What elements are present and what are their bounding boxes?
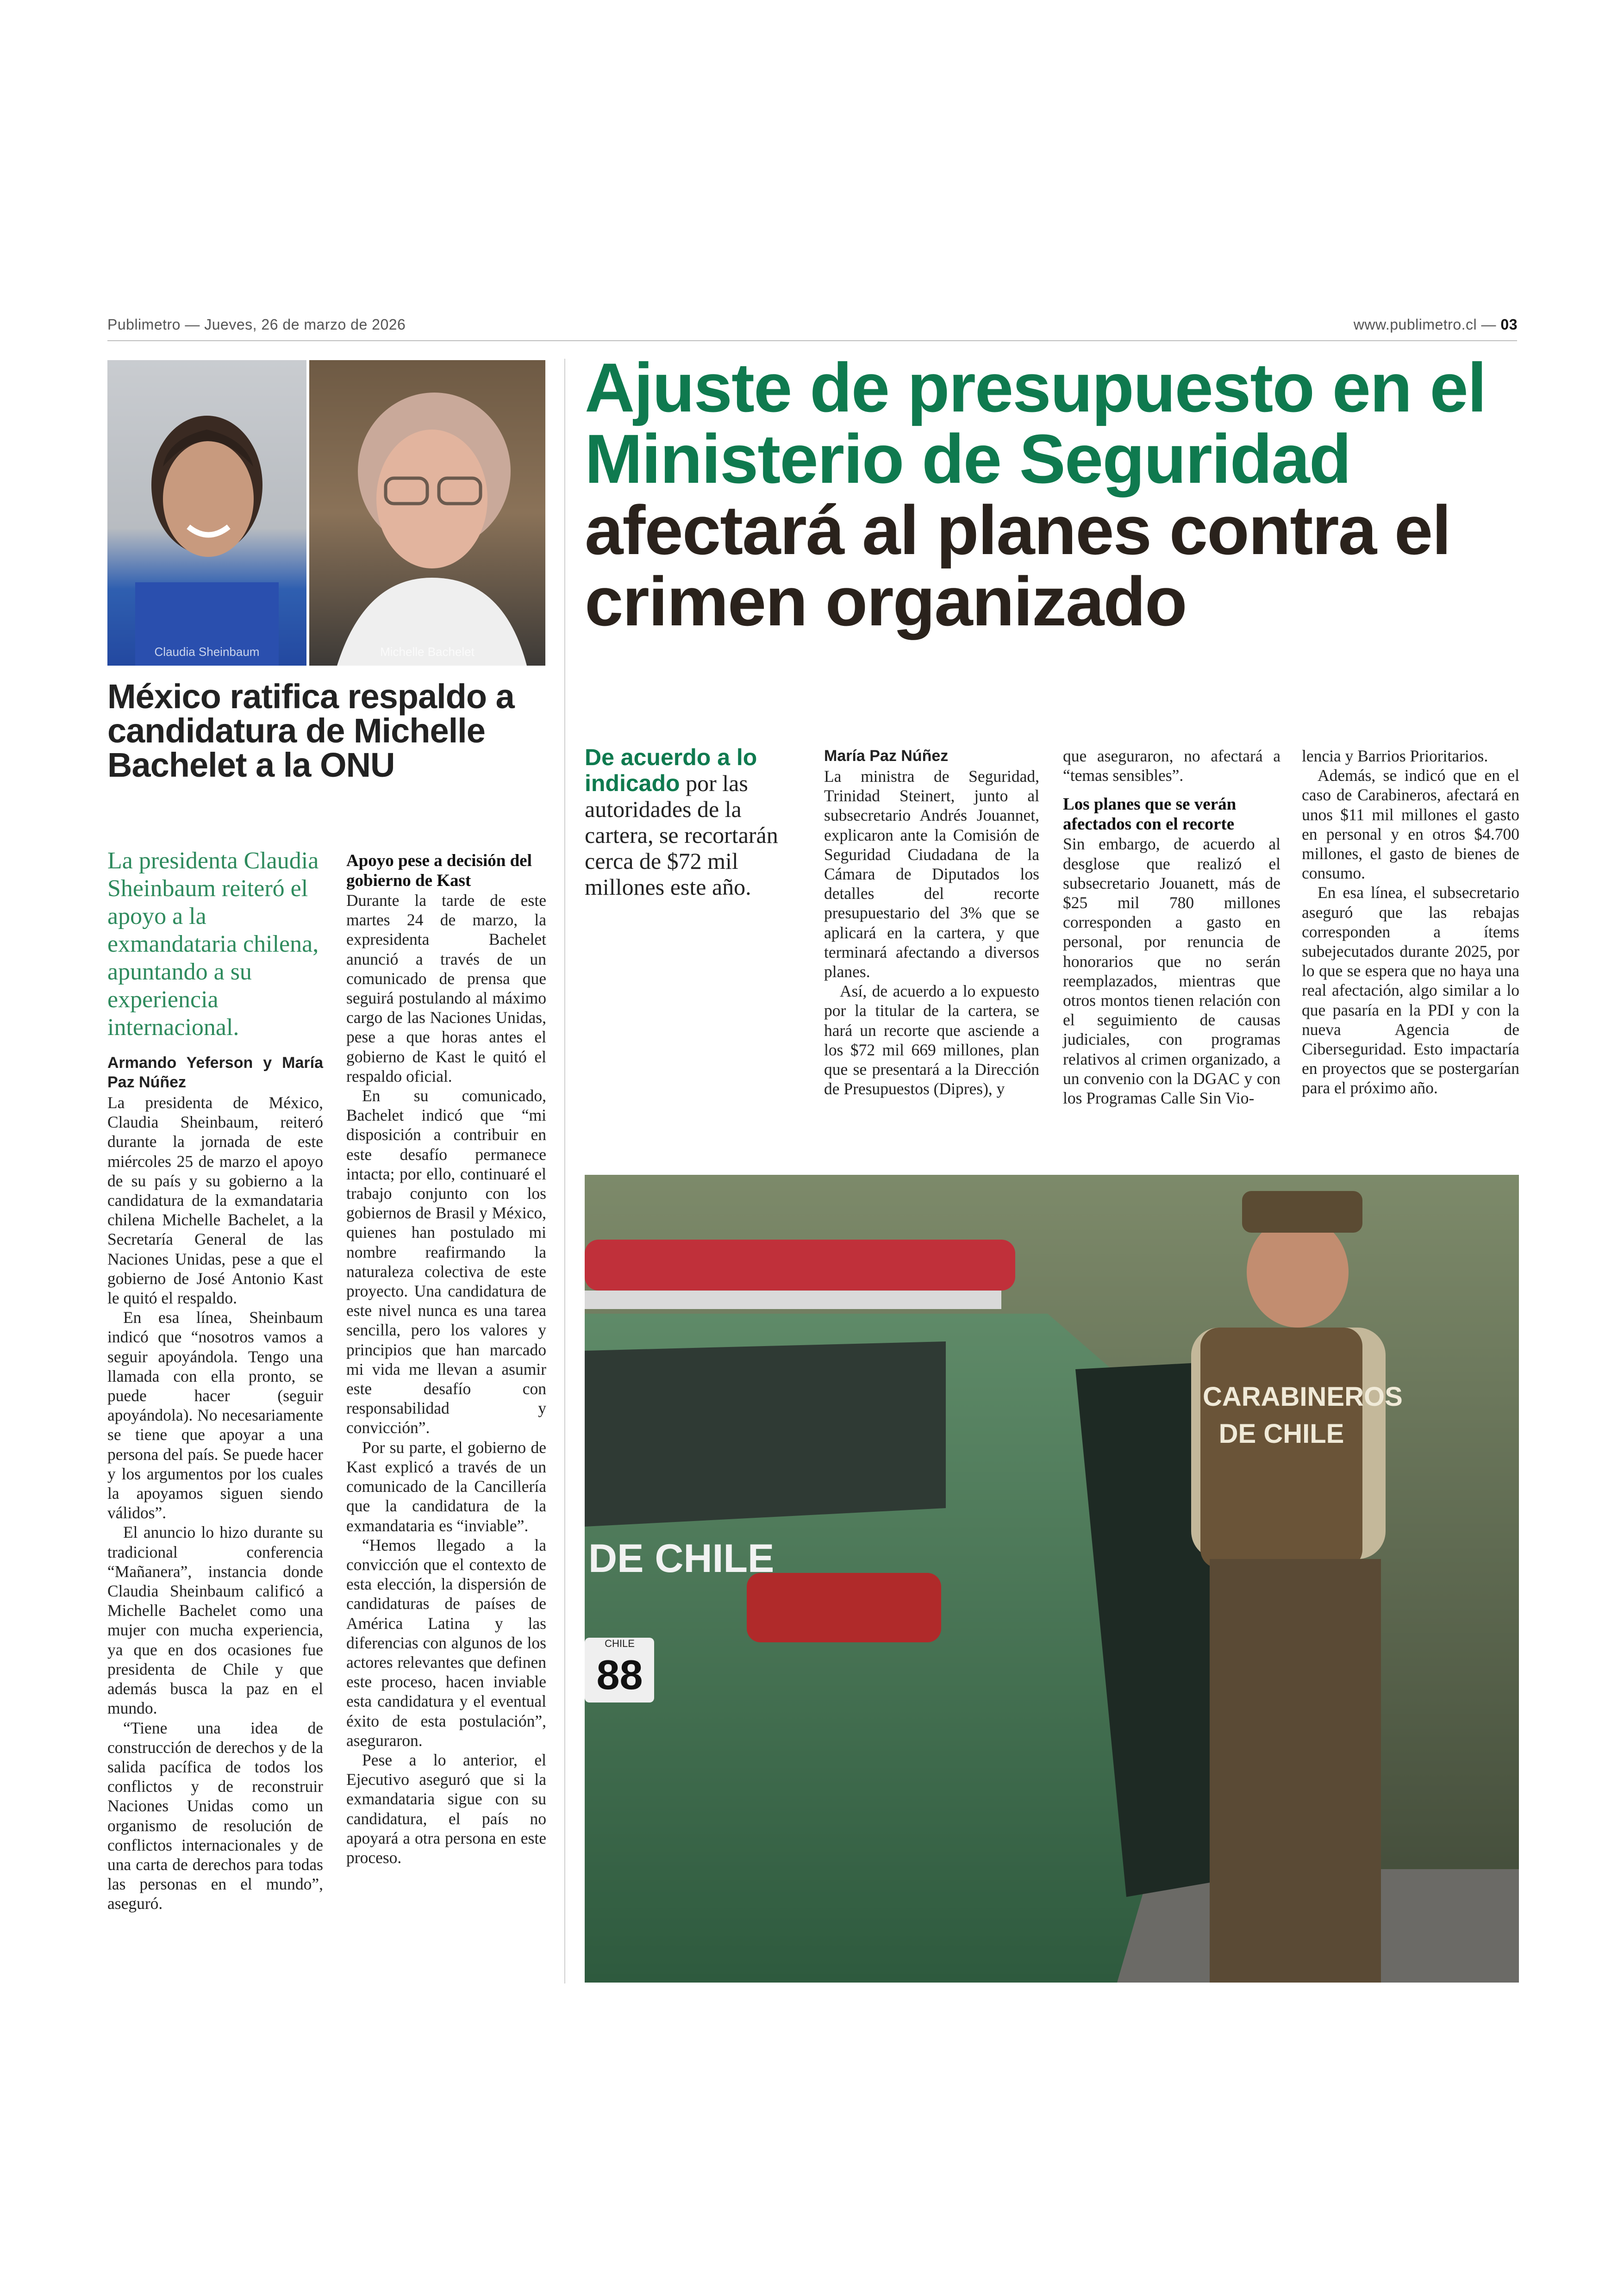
paragraph: lencia y Barrios Prioritarios. xyxy=(1302,747,1488,765)
photo-sheinbaum xyxy=(107,360,306,666)
side-column-heading: Apoyo pese a decisión del gobierno de Kast xyxy=(346,851,532,890)
site-url: www.publimetro.cl — xyxy=(1353,316,1497,333)
paragraph: “Tiene una idea de construcción de derechos y de la salida pacífica de todos los conflictos y de reconstruir Naciones Unidas como un organismo de resolución de conflictos internacionales y de una carta de derechos para todas las personas en el mundo”, aseguró. xyxy=(107,1718,323,1913)
license-plate-country: CHILE xyxy=(605,1638,635,1649)
photo-bachelet xyxy=(309,360,545,666)
photo-carabineros xyxy=(585,1175,1519,1983)
paragraph: que aseguraron, no afectará a “temas sensibles”. xyxy=(1063,747,1280,785)
paragraph: La ministra de Seguridad, Trinidad Steinert, junto al subsecretario Andrés Jouannet, explicaron ante la Comisión de Seguridad Ciudadana de la Cámara de Diputados los detalles del recorte presupuestario del 3% que se aplicará en la cartera, y que terminará afectando a diversos planes. xyxy=(824,767,1039,981)
paragraph: Además, se indicó que en el caso de Carabineros, afectará en unos $11 mil millones el gasto en personal y en otros $4.700 millones, el gasto de bienes de consumo. xyxy=(1302,766,1519,883)
main-headline xyxy=(585,349,1520,640)
paragraph: Así, de acuerdo a lo expuesto por la titular de la cartera, se hará un recorte que asciende a los $72 mil 669 millones, plan que se presentará a la Dirección de Presupuestos (Dipres), y xyxy=(824,982,1039,1098)
photo-bachelet-caption: Michelle Bachelet xyxy=(380,645,475,659)
column-divider xyxy=(564,359,565,1983)
paragraph: En esa línea, el subsecretario aseguró que las rebajas corresponden a ítems subejecutados durante 2025, por lo que se espera que no haya una real afectación, algo similar a lo que pasaría en la PDI y con la nueva Agencia de Ciberseguridad. Esto impactaría en proyectos que se postergarían para el próximo año. xyxy=(1302,883,1519,1098)
paragraph: “Hemos llegado a la convicción que el contexto de esta elección, la dispersión de candidaturas de países de América Latina y las diferencias con algunos de los actores relevantes que definen este proceso, hacen inviable esta candidatura y el eventual éxito de esta postulación”, aseguraron. xyxy=(346,1535,546,1750)
vest-line-1: CARABINEROS xyxy=(1203,1382,1403,1412)
main-lede-rest: por las autoridades de la cartera, se recortarán cerca de $72 mil millones este año. xyxy=(585,770,778,900)
paragraph: En esa línea, Sheinbaum indicó que “nosotros vamos a seguir apoyándola. Tengo una llamada con ella pronto, se puede hacer (seguir apoyándola). No necesariamente se tiene que apoyar a una persona del país. Se puede hacer y los argumentos por los cuales la apoyamos siguen siendo válidos”. xyxy=(107,1308,323,1522)
main-headline-green: Ajuste de presupuesto en el Ministerio de Seguridad xyxy=(585,349,1486,498)
page-number: 03 xyxy=(1500,316,1518,333)
main-headline-dark: afectará al planes contra el crimen organizado xyxy=(585,491,1450,640)
photo-sheinbaum-caption: Claudia Sheinbaum xyxy=(154,645,260,659)
side-lede: La presidenta Claudia Sheinbaum reiteró el apoyo a la exmandataria chilena, apuntando a su experiencia internacional. xyxy=(107,848,319,1041)
paragraph: El anuncio lo hizo durante su tradicional conferencia “Mañanera”, instancia donde Claudia Sheinbaum calificó a Michelle Bachelet como una mujer con mucha experiencia, ya que en dos ocasiones fue presidenta de Chile y que además busca la paz en el mundo. xyxy=(107,1523,323,1718)
side-headline: México ratifica respaldo a candidatura de Michelle Bachelet a la ONU xyxy=(107,677,514,784)
paragraph: En su comunicado, Bachelet indicó que “mi disposición a contribuir en este desafío permanece intacta; por ello, continuaré el trabajo conjunto con los gobiernos de Brasil y México, quienes han postulado mi nombre reafirmando la naturaleza colectiva de este proyecto. Una candidatura de este nivel nunca es una tarea sencilla, pero los valores y principios que han marcado mi vida me llevan a asumir este desafío con responsabilidad y convicción”. xyxy=(346,1086,546,1437)
paragraph: La presidenta de México, Claudia Sheinbaum, reiteró durante la jornada de este miércoles 25 de marzo el apoyo de su país y su gobierno a la candidatura de la exmandataria chilena Michelle Bachelet, a la Secretaría General de las Naciones Unidas, pese a que el gobierno de José Antonio Kast le quitó el respaldo. xyxy=(107,1093,323,1308)
main-column-2 xyxy=(1063,746,1280,1108)
car-door-text: DE CHILE xyxy=(588,1536,775,1581)
folio-left: Publimetro — Jueves, 26 de marzo de 2026 xyxy=(107,316,406,333)
license-plate: 88 xyxy=(596,1652,643,1698)
header-rule xyxy=(107,340,1517,341)
main-column-1 xyxy=(824,746,1039,1098)
paragraph: Sin embargo, de acuerdo al desglose que realizó el subsecretario Jouanett, más de $25 mil 780 millones corresponden a gasto en personal, por renuncia de honorarios que no serán reemplazados, mientras que otros montos tienen relación con el seguimiento de causas judiciales, con programas relativos al crimen organizado, a un convenio con la DGAC y con los Programas Calle Sin Vio- xyxy=(1063,835,1280,1108)
side-column-1 xyxy=(107,1053,323,1914)
main-column-heading: Los planes que se verán afectados con el recorte xyxy=(1063,795,1237,834)
vest-line-2: DE CHILE xyxy=(1218,1419,1344,1449)
side-byline: Armando Yeferson y María Paz Núñez xyxy=(107,1054,323,1091)
paragraph: Durante la tarde de este martes 24 de marzo, la expresidenta Bachelet anunció a través de un comunicado de prensa que seguirá postulando al máximo cargo de las Naciones Unidas, pese a que horas antes el gobierno de Kast le quitó el respaldo oficial. xyxy=(346,891,546,1085)
main-column-3 xyxy=(1302,746,1519,1098)
vest-text xyxy=(1203,1378,1403,1453)
main-byline: María Paz Núñez xyxy=(824,747,949,765)
paragraph: Por su parte, el gobierno de Kast explicó a través de un comunicado de la Cancillería que la candidatura de la exmandataria es “inviable”. xyxy=(346,1438,546,1535)
paragraph: Pese a lo anterior, el Ejecutivo aseguró que si la exmandataria sigue con su candidatura, el país no apoyará a otra persona en este proceso. xyxy=(346,1750,546,1867)
main-lede xyxy=(585,744,802,900)
folio-right xyxy=(1354,316,1518,333)
portrait-sheinbaum-illustration xyxy=(107,360,306,666)
main-lede-lead: De acuerdo a lo indicado xyxy=(585,744,757,796)
portrait-bachelet-illustration xyxy=(309,360,545,666)
side-column-2 xyxy=(346,851,546,1867)
